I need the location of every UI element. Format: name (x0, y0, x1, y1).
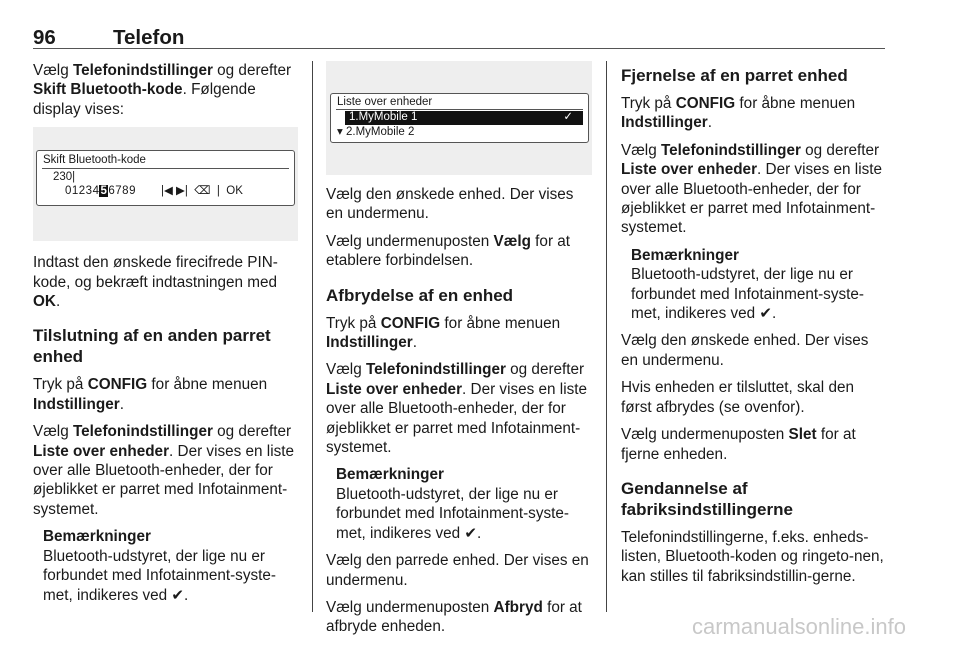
menu-term: Liste over enheder (621, 161, 758, 179)
text: og derefter (800, 141, 880, 159)
note-title: Bemærkninger (336, 466, 444, 484)
connected-check-icon: ✓ (563, 111, 573, 123)
note-box (336, 465, 592, 543)
device-list-display-figure (326, 61, 592, 175)
text: . Følgende display vises: (33, 81, 256, 118)
button-term: CONFIG (675, 95, 736, 112)
note-title: Bemærkninger (631, 246, 739, 264)
text: for åbne menuen (440, 314, 561, 332)
checkmark-icon: ✔ (759, 305, 772, 323)
text: Vælg undermenuposten (621, 426, 789, 444)
menu-term: Indstillinger (33, 395, 120, 413)
text: . (476, 524, 482, 542)
menu-term: Liste over enheder (326, 380, 463, 398)
text: for at afbryde enheden. (326, 598, 582, 636)
digits-after: 6789 (108, 185, 136, 198)
text: Vælg (33, 62, 73, 79)
code-entry: 230| (53, 171, 76, 184)
text: Indtast den ønskede firecifrede PIN-kode, og bekræft indtastningen med (33, 254, 278, 291)
menu-term: Slet (788, 426, 817, 444)
page-title: Telefon (113, 26, 185, 49)
note-text: Bluetooth-udstyret, der lige nu er forbundet med Infotainment-syste-met, indikeres ved (631, 266, 864, 323)
paragraph: Vælg den ønskede enhed. Der vises en undermenu. (326, 186, 574, 223)
text: . (771, 305, 777, 323)
paragraph (621, 141, 887, 238)
text: . (412, 334, 417, 352)
display-title-rule (336, 109, 583, 110)
paragraph: Vælg den ønskede enhed. Der vises en undermenu. (621, 332, 869, 369)
page-header (33, 26, 184, 50)
text: Vælg undermenuposten (326, 598, 494, 616)
menu-term: Telefonindstillinger (660, 141, 801, 159)
header-rule (33, 48, 885, 49)
paragraph (326, 314, 592, 353)
button-term: CONFIG (87, 376, 148, 394)
digit-row (65, 185, 136, 198)
menu-term: Afbryd (493, 598, 543, 616)
text: Vælg (326, 361, 366, 379)
text: og derefter (212, 423, 292, 441)
note-text: Bluetooth-udstyret, der lige nu er forbundet med Infotainment-syste-met, indikeres ved (336, 485, 569, 542)
text: for at fjerne enheden. (621, 426, 856, 463)
text: og derefter (505, 361, 585, 379)
bluetooth-code-display-figure (33, 127, 298, 241)
menu-term: Telefonindstillinger (72, 423, 213, 441)
paragraph (621, 94, 887, 133)
text: Vælg undermenuposten (326, 232, 494, 250)
display-controls: |◀ ▶| ⌫ | OK (161, 185, 243, 198)
digits-before: 01234 (65, 185, 100, 198)
text: for åbne menuen (147, 376, 268, 394)
menu-term: OK (33, 293, 56, 311)
section-heading-reset: Gendannelse af fabriksindstillingerne (621, 478, 793, 519)
display-screen (330, 93, 589, 143)
column-divider-1 (312, 61, 313, 612)
column-divider-2 (606, 61, 607, 612)
menu-term: Skift Bluetooth-kode (33, 81, 183, 99)
text: for åbne menuen (735, 95, 856, 112)
menu-term: Telefonindstillinger (72, 62, 213, 79)
note-box (631, 246, 887, 324)
paragraph (326, 232, 592, 271)
display-title: Skift Bluetooth-kode (43, 154, 146, 167)
text: . Der vises en liste over alle Bluetooth-enheder, der for øjeblikket er parret med Infotainment-systemet. (326, 380, 587, 457)
display-title-rule (42, 168, 289, 169)
selected-device-row (345, 111, 583, 125)
section-heading-disconnect: Afbrydelse af en enhed (326, 285, 514, 305)
text: . (183, 586, 189, 604)
page-number: 96 (33, 26, 56, 49)
menu-term: Indstillinger (621, 114, 708, 132)
text: Tryk på (326, 314, 381, 332)
text: Vælg (33, 423, 73, 441)
menu-term: Vælg (493, 232, 531, 250)
text: for at etablere forbindelsen. (326, 232, 571, 270)
section-heading-connect: Tilslutning af en anden parret enhed (33, 326, 271, 367)
paragraph: Vælg den parrede enhed. Der vises en undermenu. (326, 552, 589, 589)
text: Vælg (621, 141, 661, 159)
menu-term: Telefonindstillinger (365, 361, 506, 379)
selected-digit: 5 (100, 185, 108, 198)
paragraph (326, 360, 592, 457)
paragraph (33, 375, 298, 414)
device-item-2: 2.MyMobile 2 (345, 126, 415, 138)
intro-paragraph (33, 61, 298, 119)
watermark: carmanualsonline.info (691, 614, 906, 639)
text: Tryk på (33, 376, 88, 394)
button-term: CONFIG (380, 314, 441, 332)
note-text: Bluetooth-udstyret, der lige nu er forbundet med Infotainment-syste-met, indikeres ved (43, 547, 276, 604)
checkmark-icon: ✔ (464, 524, 477, 542)
text: . Der vises en liste over alle Bluetooth-enheder, der for øjeblikket er parret med Infotainment-systemet. (33, 442, 294, 518)
menu-term: Liste over enheder (33, 442, 170, 460)
section-heading-remove: Fjernelse af en parret enhed (621, 66, 848, 85)
device-row-2 (337, 126, 414, 139)
column-1 (33, 61, 298, 613)
text: . (55, 293, 61, 311)
note-box (43, 527, 298, 605)
text: . (119, 395, 124, 413)
paragraph: Telefonindstillingerne, f.eks. enheds-listen, Bluetooth-koden og ringeto-nen, kan stilles til fabriksindstillin-gerne. (621, 528, 884, 585)
text: og derefter (212, 62, 292, 79)
scroll-down-icon: ▾ (337, 126, 343, 138)
device-item-1: 1.MyMobile 1 (349, 111, 418, 123)
display-title: Liste over enheder (337, 96, 433, 108)
paragraph (326, 598, 592, 637)
display-screen (36, 150, 295, 206)
paragraph (33, 422, 298, 519)
text: . Der vises en liste over alle Bluetooth-enheder, der for øjeblikket er parret med Infotainment-systemet. (621, 161, 882, 237)
column-3 (621, 61, 887, 594)
note-title: Bemærkninger (43, 528, 151, 546)
column-2 (326, 61, 592, 645)
paragraph (621, 425, 887, 464)
text: . (707, 114, 712, 132)
paragraph: Hvis enheden er tilsluttet, skal den først afbrydes (se ovenfor). (621, 379, 854, 416)
checkmark-icon: ✔ (171, 586, 184, 604)
text: Tryk på (621, 95, 676, 112)
pin-paragraph (33, 253, 298, 311)
menu-term: Indstillinger (326, 334, 413, 352)
